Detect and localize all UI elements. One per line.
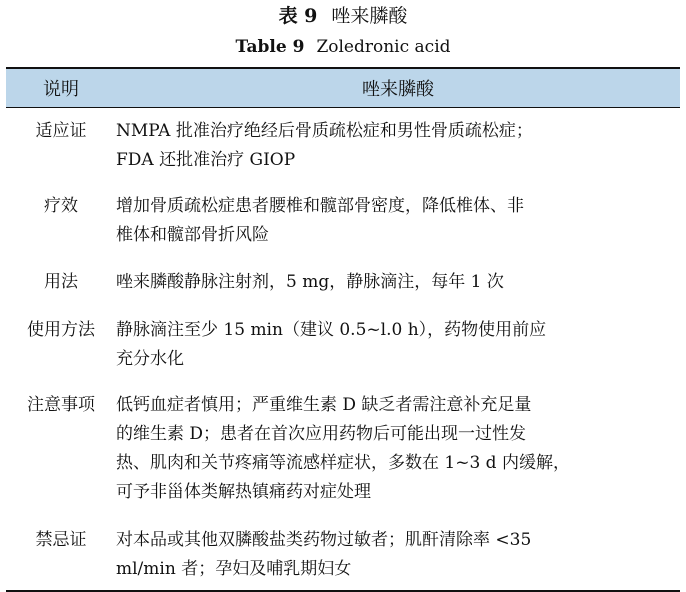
table-header-row <box>6 69 680 108</box>
content-line: 热、肌肉和关节疼痛等流感样症状，多数在 1~3 d 内缓解， <box>116 453 570 473</box>
row-content <box>116 117 680 183</box>
row-label: 疗效 <box>44 196 78 216</box>
content-line: 唑来膦酸静脉注射剂，5 mg，静脉滴注，每年 1 次 <box>116 272 504 292</box>
table-row <box>6 383 680 516</box>
table-row <box>6 259 680 308</box>
row-label: 注意事项 <box>27 395 95 415</box>
table-row <box>6 516 680 590</box>
table-caption-en <box>0 36 686 58</box>
content-line: 低钙血症者慎用；严重维生素 D 缺乏者需注意补充足量 <box>116 395 532 415</box>
content-line: NMPA 批准治疗绝经后骨质疏松症和男性骨质疏松症； <box>116 121 533 141</box>
row-label: 禁忌证 <box>35 530 87 550</box>
content-line: 可予非甾体类解热镇痛药对症处理 <box>116 482 371 502</box>
content-line: 的维生素 D；患者在首次应用药物后可能出现一过性发 <box>116 424 527 444</box>
content-line: ml/min 者；孕妇及哺乳期妇女 <box>116 559 352 579</box>
table-number-zh: 表 9 <box>278 5 318 27</box>
row-label: 适应证 <box>35 121 87 141</box>
row-label: 用法 <box>44 272 78 292</box>
content-line: 椎体和髋部骨折风险 <box>116 225 269 245</box>
content-line: FDA 还批准治疗 GIOP <box>116 150 296 170</box>
table-title-en: Zoledronic acid <box>316 37 451 57</box>
content-line: 对本品或其他双膦酸盐类药物过敏者；肌酐清除率 <35 <box>116 530 532 550</box>
content-line: 增加骨质疏松症患者腰椎和髋部骨密度，降低椎体、非 <box>116 196 524 216</box>
table-row <box>6 108 680 183</box>
table-caption-zh <box>0 4 686 28</box>
content-line: 充分水化 <box>116 349 184 369</box>
table-number-en: Table 9 <box>235 37 305 57</box>
table-row <box>6 183 680 259</box>
table-row <box>6 308 680 383</box>
row-content <box>116 391 680 516</box>
row-content <box>116 526 680 590</box>
content-line: 静脉滴注至少 15 min（建议 0.5~l.0 h），药物使用前应 <box>116 320 547 340</box>
drug-info-table <box>6 67 680 592</box>
header-drug: 唑来膦酸 <box>362 79 434 100</box>
row-content <box>116 268 680 308</box>
row-label: 使用方法 <box>27 320 95 340</box>
header-description: 说明 <box>43 79 79 100</box>
row-content <box>116 192 680 259</box>
table-title-zh: 唑来膦酸 <box>331 5 408 27</box>
row-content <box>116 316 680 383</box>
